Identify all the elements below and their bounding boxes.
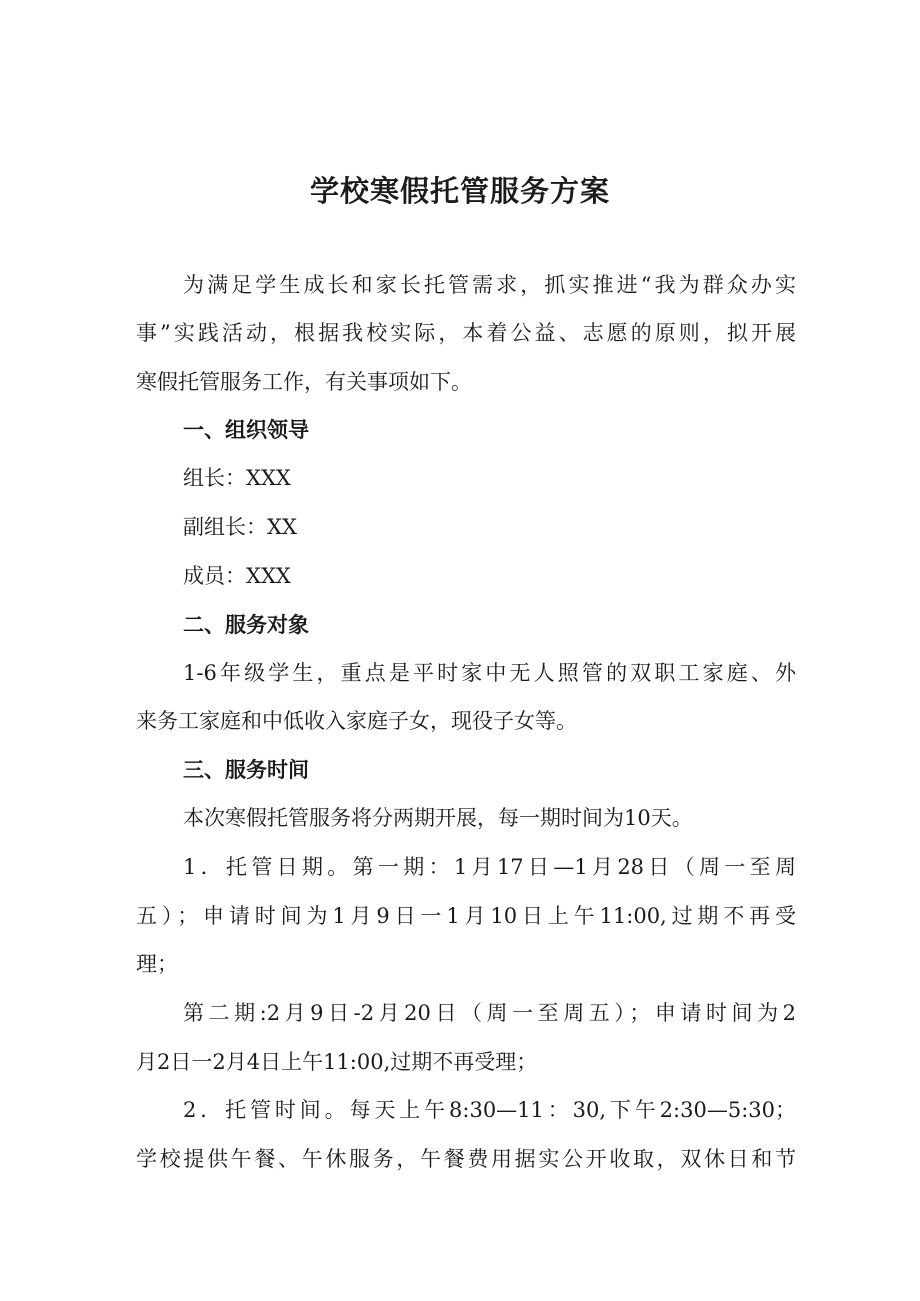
document-title: 学校寒假托管服务方案 (309, 174, 610, 208)
intro-line: 事”实践活动，根据我校实际，本着公益、志愿的原则，拟开展 (136, 321, 796, 345)
custody-dates-line: 理； (136, 952, 178, 976)
service-target-line: 来务工家庭和中低收入家庭子女，现役子女等。 (136, 709, 577, 733)
custody-dates-line: 1．托管日期。第一期：1月17日—1月28日（周一至周 (183, 855, 796, 879)
service-target-line: 1-6年级学生，重点是平时家中无人照管的双职工家庭、外 (183, 661, 796, 685)
section-heading-organization: 一、组织领导 (183, 418, 309, 442)
custody-dates-line: 五）；申请时间为1月9日一1月10日上午11:00,过期不再受 (136, 904, 796, 928)
section-heading-service-time: 三、服务时间 (183, 758, 309, 782)
intro-line: 寒假托管服务工作，有关事项如下。 (136, 370, 472, 394)
service-time-summary: 本次寒假托管服务将分两期开展，每一期时间为10天。 (183, 806, 693, 830)
custody-hours-line: 2．托管时间。每天上午8:30—11：30,下午2:30—5:30； (183, 1098, 796, 1122)
deputy-leader-line: 副组长：XX (183, 515, 297, 539)
leader-line: 组长：XXX (183, 466, 291, 490)
custody-hours-line: 学校提供午餐、午休服务，午餐费用据实公开收取，双休日和节 (136, 1147, 796, 1171)
second-period-line: 月2日一2月4日上午11:00,过期不再受理； (136, 1050, 538, 1074)
section-heading-service-target: 二、服务对象 (183, 613, 309, 637)
members-line: 成员：XXX (183, 564, 291, 588)
intro-line: 为满足学生成长和家长托管需求，抓实推进“我为群众办实 (183, 273, 796, 297)
second-period-line: 第二期:2月9日-2月20日（周一至周五）；申请时间为2 (183, 1001, 796, 1025)
